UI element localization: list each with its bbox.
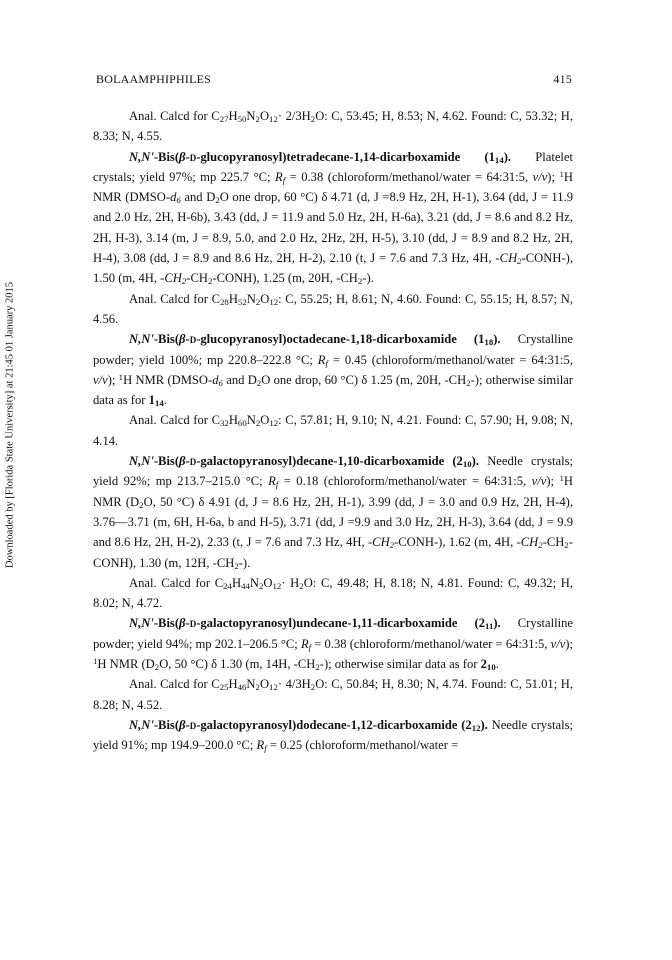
paragraph: N,N'-Bis(β-d-galactopyranosyl)dodecane-1,12-dicarboxamide $(2_{12})$. Needle crystals; yield 91%; mp 194.9–200.0 °C; $R_f = 0.25$ (chloroform/methanol/water =: [93, 717, 573, 754]
paragraph: N,N'-Bis(β-d-glucopyranosyl)octadecane-1,18-dicarboxamide $(1_{18})$. Crystalline powder; yield 100%; mp 220.8–222.8 °C; $R_f = 0.45$ (chloroform/methanol/water = 64:31:5, v/v); $^1$H NMR ($DMSO-d_6$ and $D_2O$ one drop, 60 °C) δ 1.25 (m, 20H, $-CH_2-$); otherwise similar data as for $1_{14}$.: [93, 332, 574, 409]
body-text: [93, 106, 573, 756]
paragraph: Anal. Calcd for $C_{27}H_{50}N_2O_{12}\cdot 2/3H_2O$: C, 53.45; H, 8.53; N, 4.62. Found: C, 53.32; H, 8.33; N, 4.55.: [93, 109, 573, 144]
paragraph: Anal. Calcd for $C_{25}H_{46}N_2O_{12}\cdot 4/3H_2O$: C, 50.84; H, 8.30; N, 4.74. Found: C, 51.01; H, 8.28; N, 4.52.: [93, 677, 573, 712]
paragraph: Anal. Calcd for $C_{28}H_{52}N_2O_{12}$: C, 55.25; H, 8.61; N, 4.60. Found: C, 55.15; H, 8.57; N, 4.56.: [93, 291, 573, 326]
paragraph: N,N'-Bis(β-d-glucopyranosyl)tetradecane-1,14-dicarboxamide $(1_{14})$. Platelet crystals; yield 97%; mp 225.7 °C; $R_f = 0.38$ (chloroform/methanol/water = 64:31:5, v/v); $^1$H NMR ($DMSO-d_6$ and $D_2O$ one drop, 60 °C) δ 4.71 (d, J =8.9 Hz, 2H, H-1), 3.64 (dd, J = 11.9 and 2.0 Hz, 2H, H-6b), 3.43 (dd, J = 11.9 and 5.0 Hz, 2H, H-6a), 3.21 (dd, J = 8.6 and 8.2 Hz, 2H, H-3), 3.14 (m, J = 8.9, 5.0, and 2.0 Hz, 2Hz, 2H, H-5), 3.10 (dd, J = 8.9 and 8.2 Hz, 2H, H-4), 3.08 (dd, J = 8.9 and 8.6 Hz, 2H, H-2), 2.10 (t, J = 7.6 and 7.3 Hz, 4H, $-CH_2-CONH-$), 1.50 (m, 4H, $-CH_2-CH_2-CONH$), 1.25 (m, 20H, $-CH_2-$).: [93, 149, 574, 287]
paragraph: Anal. Calcd for $C_{24}H_{44}N_2O_{12}\cdot H_2O$: C, 49.48; H, 8.18; N, 4.81. Found: C, 49.32; H, 8.02; N, 4.72.: [93, 575, 573, 611]
paragraph: N,N'-Bis(β-d-galactopyranosyl)decane-1,10-dicarboxamide $(2_{10})$. Needle crystals; yield 92%; mp 213.7–215.0 °C; $R_f = 0.18$ (chloroform/methanol/water = 64:31:5, v/v); $^1$H NMR ($D_2O$, 50 °C) δ 4.91 (d, J = 8.6 Hz, 2H, H-1), 3.99 (dd, J = 3.0 and 0.9 Hz, 2H, H-4), 3.76—3.71 (m, 6H, H-6a, b and H-5), 3.71 (dd, J =9.9 and 3.0 Hz, 2H, H-3), 3.64 (dd, J = 9.9 and 8.6 Hz, 2H, H-2), 2.33 (t, J = 7.6 and 7.3 Hz, 4H, $-CH_2-CONH-$), 1.62 (m, 4H, $-CH_2-CH_2-CONH$), 1.30 (m, 12H, $-CH_2-$).: [93, 454, 573, 571]
running-header: [96, 72, 572, 87]
download-watermark-text: Downloaded by [Florida State University] at 21:45 01 January 2015: [4, 281, 16, 569]
download-watermark: [2, 170, 18, 680]
paragraph: N,N'-Bis(β-d-galactopyranosyl)undecane-1,11-dicarboxamide $(2_{11})$. Crystalline powder; yield 94%; mp 202.1–206.5 °C; $R_f = 0.38$ (chloroform/methanol/water = 64:31:5, v/v); $^1$H NMR ($D_2O$, 50 °C) δ 1.30 (m, 14H, $-CH_2-$); otherwise similar data as for $2_{10}$.: [93, 616, 573, 673]
paragraph: Anal. Calcd for $C_{32}H_{60}N_2O_{12}$: C, 57.81; H, 9.10; N, 4.21. Found: C, 57.90; H, 9.08; N, 4.14.: [93, 413, 573, 448]
running-header-title: BOLAAMPHIPHILES: [96, 72, 212, 86]
page-number: 415: [553, 72, 572, 86]
